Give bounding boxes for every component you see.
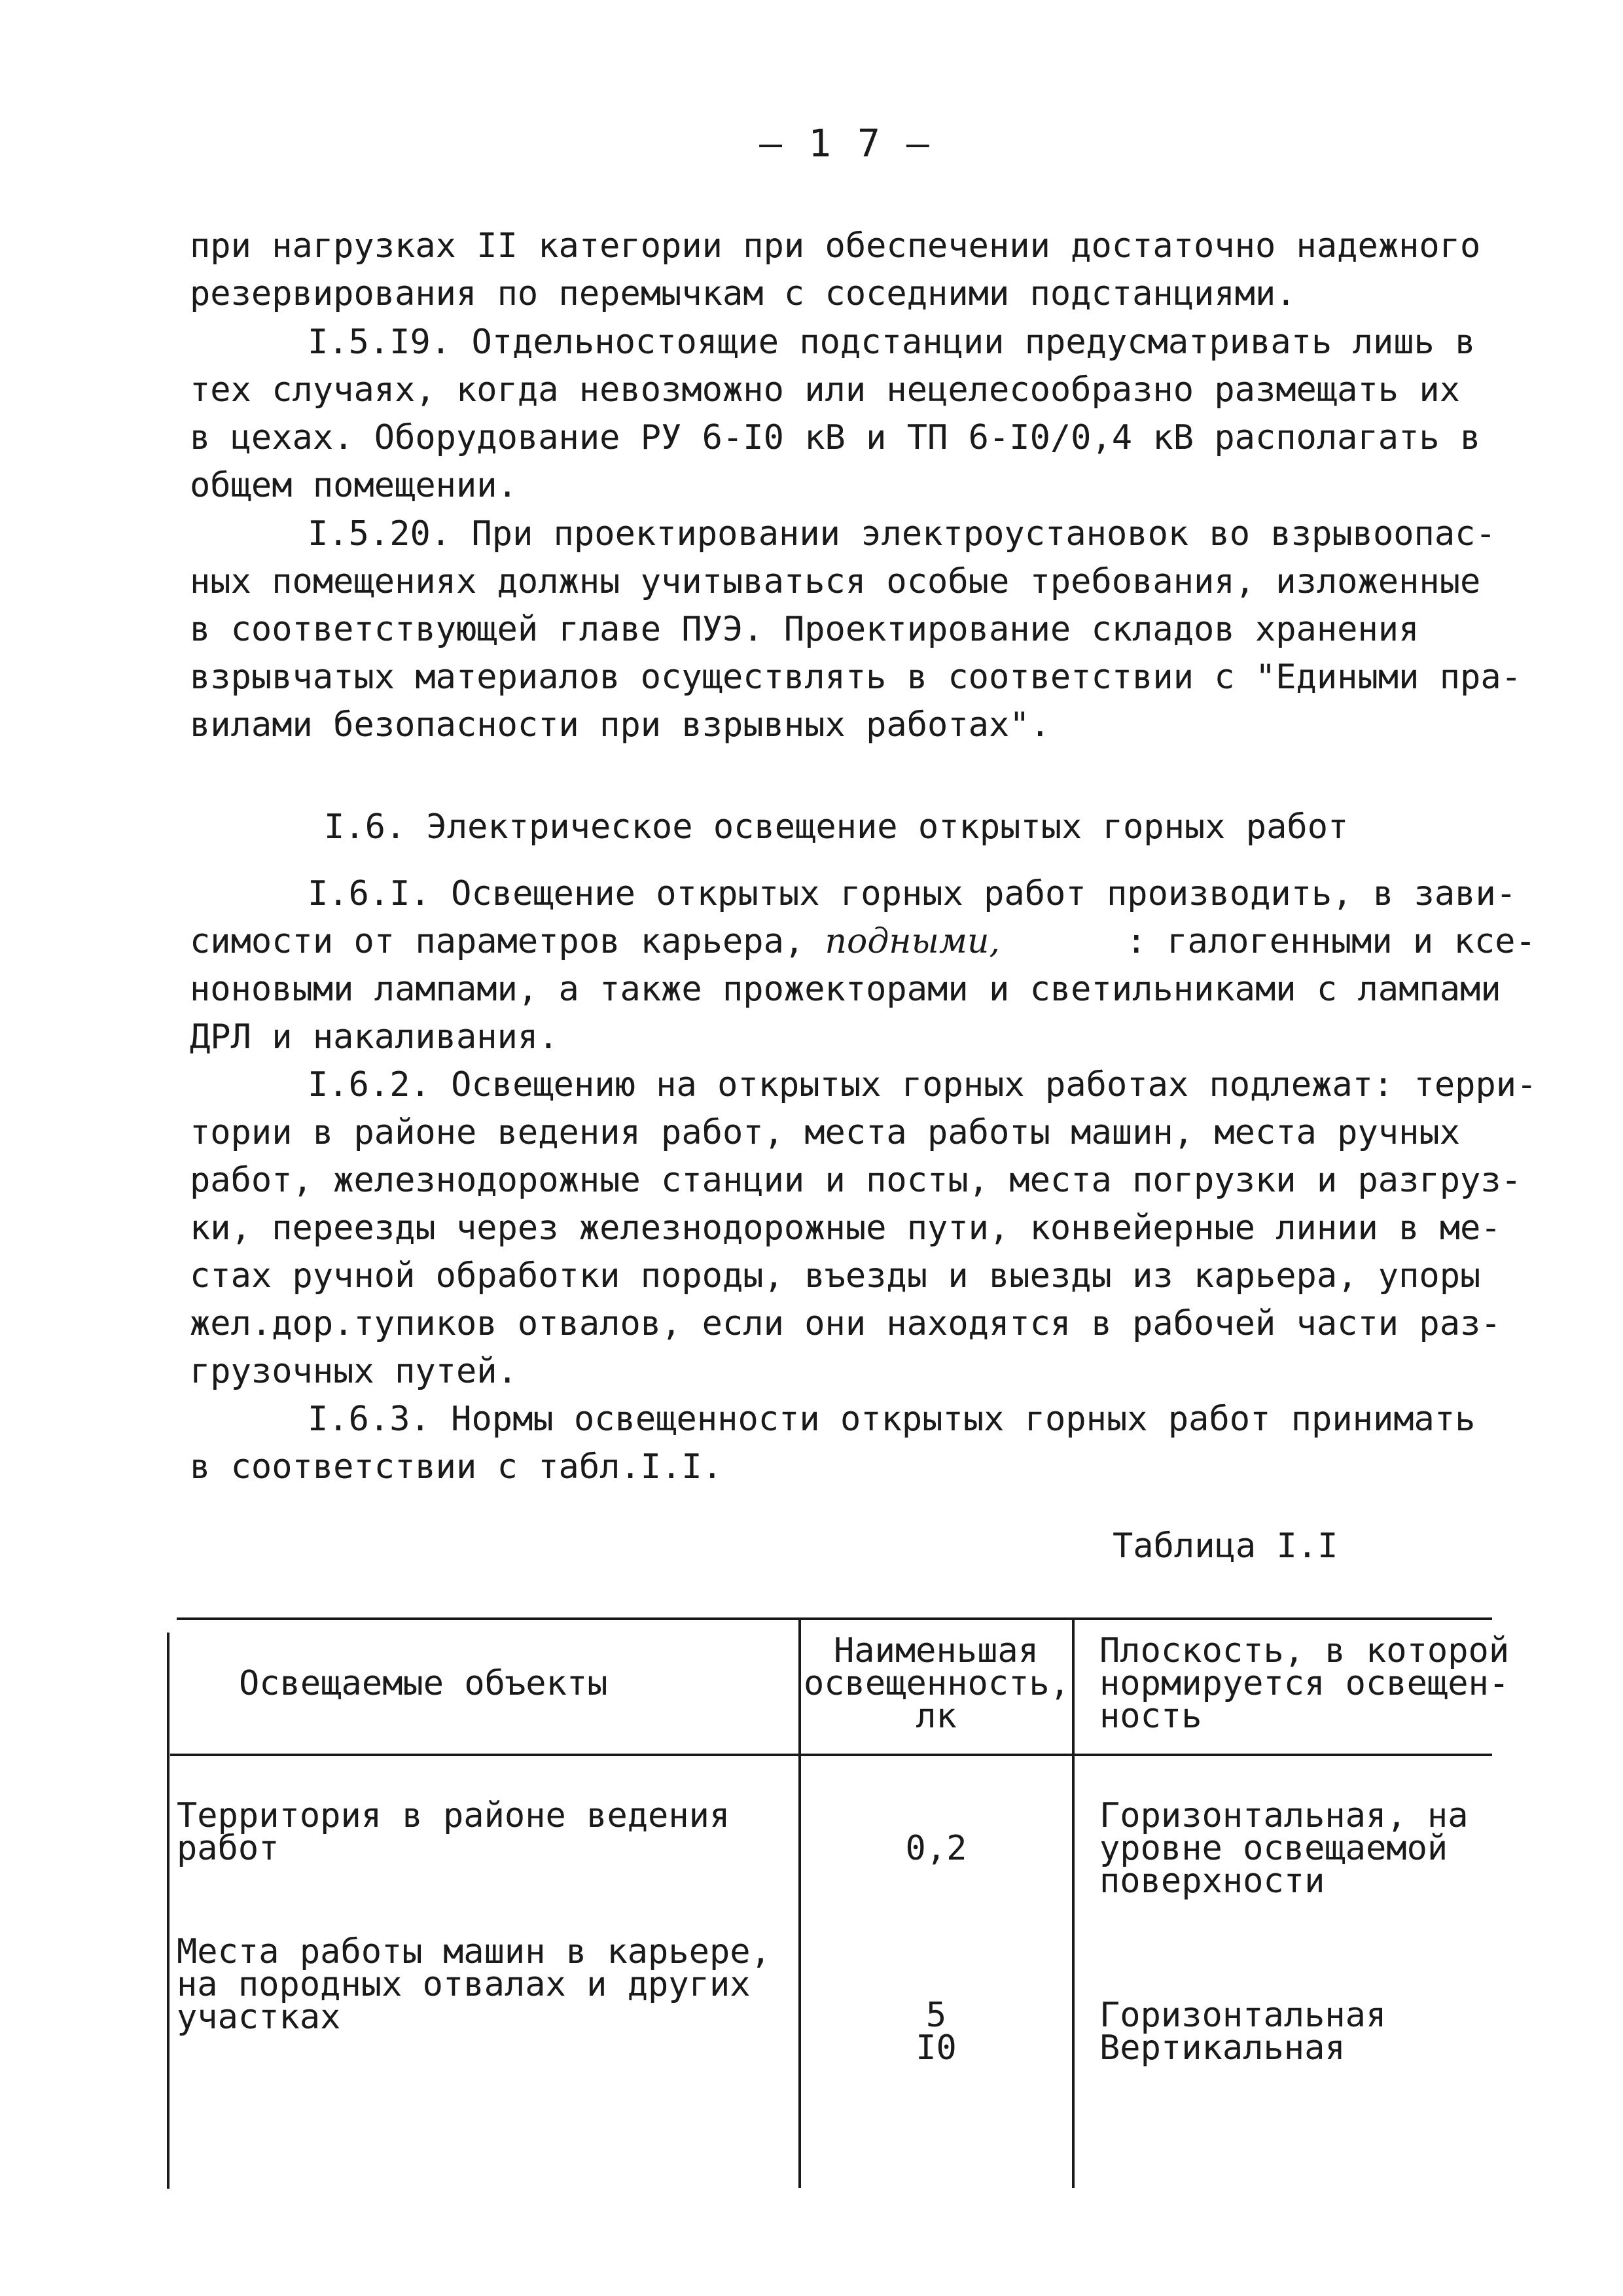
page-number-value: 17 — [808, 121, 906, 166]
text-line: I.6.I. Освещение открытых горных работ производить, в зави- — [308, 874, 1517, 913]
table-left-rule — [167, 1633, 169, 2189]
table-caption: Таблица I.I — [1113, 1527, 1338, 1566]
text-line: вилами безопасности при взрывных работах". — [190, 705, 1050, 745]
text-line: в соответствии с табл.I.I. — [190, 1447, 722, 1487]
page-number: –17– — [759, 121, 955, 166]
text-line: I.6.3. Нормы освещенности открытых горных работ принимать — [308, 1400, 1476, 1439]
text-fragment: симости от параметров карьера, — [190, 922, 805, 961]
text-line: резервирования по перемычкам с соседними подстанциями. — [190, 274, 1296, 313]
header-objects: Освещаемые объекты — [239, 1664, 608, 1703]
row-machines-object: Места работы машин в карьере, на породных отвалах и других участках — [177, 1932, 771, 2037]
text-line: работ, железнодорожные станции и посты, места погрузки и разгруз- — [190, 1161, 1522, 1200]
text-line: I.5.20. При проектировании электроустановок во взрывоопас- — [308, 514, 1496, 554]
row-machines-illuminance: 5 I0 — [916, 1996, 957, 2068]
text-fragment: : галогенными и ксе- — [1126, 922, 1536, 961]
text-line: в соответствующей главе ПУЭ. Проектирование складов хранения — [190, 610, 1419, 649]
text-line: жел.дор.тупиков отвалов, если они находятся в рабочей части раз- — [190, 1304, 1501, 1343]
text-line: ДРЛ и накаливания. — [190, 1017, 559, 1057]
text-line: общем помещении. — [190, 466, 518, 505]
text-line: в цехах. Оборудование РУ 6-I0 кВ и ТП 6-I0/0,4 кВ располагать в — [190, 418, 1481, 457]
text-line: тории в районе ведения работ, места работы машин, места ручных — [190, 1113, 1461, 1152]
handwritten-insertion: подными, — [825, 922, 1001, 961]
text-line: I.5.I9. Отдельностоящие подстанции предусматривать лишь в — [308, 323, 1476, 362]
table-column-rule — [798, 1619, 801, 2188]
text-line: ных помещениях должны учитываться особые требования, изложенные — [190, 562, 1481, 601]
text-line: взрывчатых материалов осуществлять в соответствии с "Едиными пра- — [190, 658, 1522, 697]
table-top-rule — [177, 1617, 1492, 1620]
text-line-with-handwriting — [190, 922, 1536, 961]
text-line: грузочных путей. — [190, 1352, 518, 1391]
text-line: I.6.2. Освещению на открытых горных работах подлежат: терри- — [308, 1065, 1537, 1104]
row-territory-object: Территория в районе ведения работ — [177, 1796, 730, 1868]
text-line: ки, переезды через железнодорожные пути, конвейерные линии в ме- — [190, 1209, 1501, 1248]
header-illuminance: Наименьшая освещенность, лк — [804, 1631, 1070, 1736]
text-line: ноновыми лампами, а также прожекторами и светильниками с лампами — [190, 970, 1501, 1009]
table-column-rule — [1072, 1619, 1075, 2188]
text-line: при нагрузках II категории при обеспечении достаточно надежного — [190, 226, 1481, 266]
row-territory-illuminance: 0,2 — [905, 1829, 967, 1868]
text-line: тех случаях, когда невозможно или нецелесообразно размещать их — [190, 370, 1461, 410]
section-heading: I.6. Электрическое освещение открытых горных работ — [324, 807, 1349, 847]
text-line: стах ручной обработки породы, въезды и выезды из карьера, упоры — [190, 1256, 1481, 1296]
row-machines-plane: Горизонтальная Вертикальная — [1099, 1996, 1387, 2068]
row-territory-plane: Горизонтальная, на уровне освещаемой поверхности — [1099, 1796, 1469, 1901]
table-header-rule — [170, 1754, 1492, 1756]
header-plane: Плоскость, в которой нормируется освещен- ность — [1099, 1631, 1510, 1736]
